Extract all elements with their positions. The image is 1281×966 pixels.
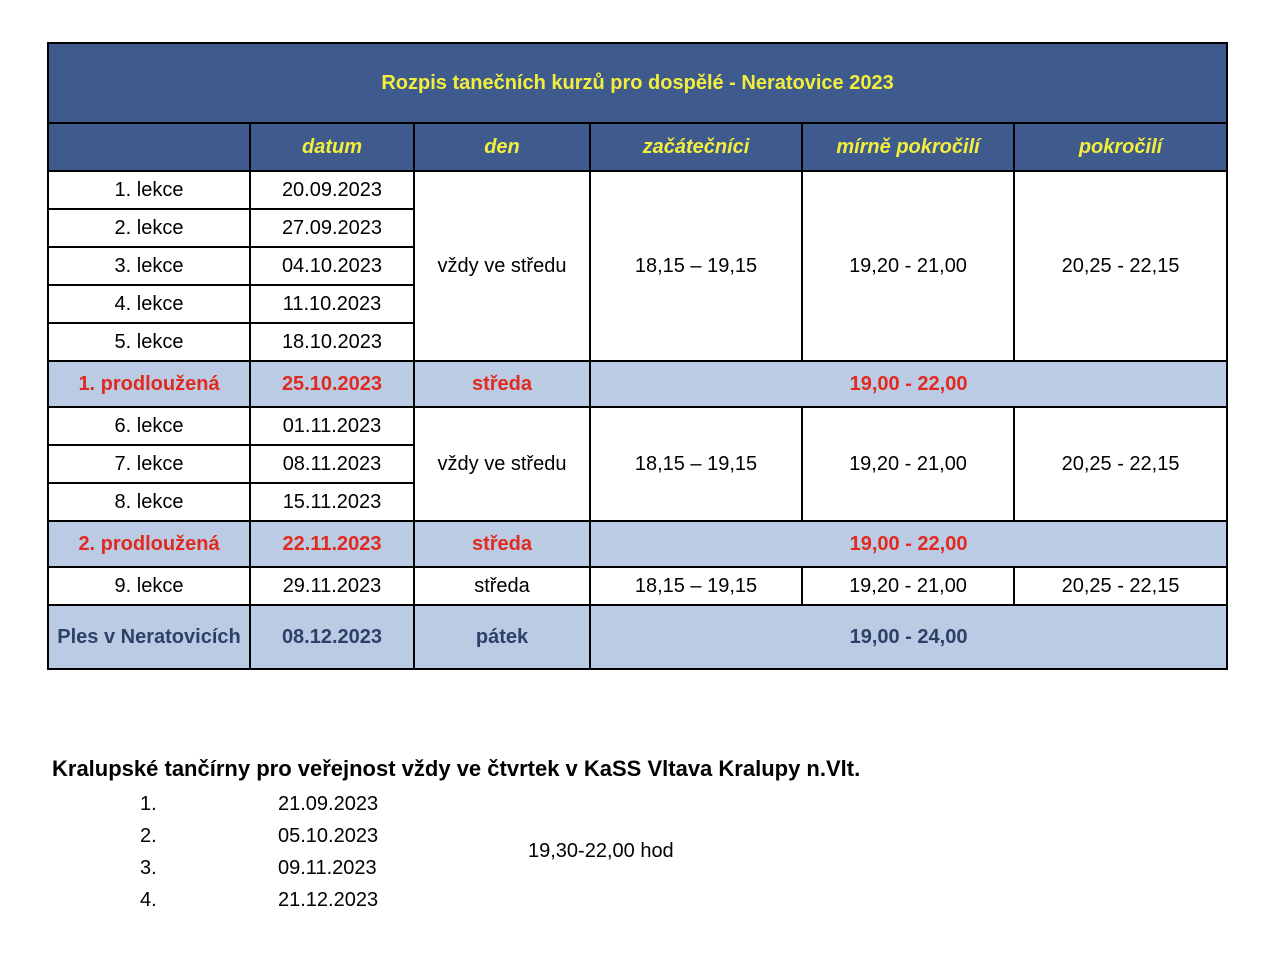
lesson-name: 4. lekce	[48, 285, 250, 323]
header-row	[48, 123, 1227, 171]
lesson-name: 7. lekce	[48, 445, 250, 483]
header-cell-date: datum	[250, 123, 414, 171]
extended-day: středa	[414, 361, 590, 407]
ball-row	[48, 605, 1227, 669]
lesson-day: vždy ve středu	[414, 407, 590, 521]
intermediate-time: 19,20 - 21,00	[802, 567, 1014, 605]
lesson-date: 04.10.2023	[250, 247, 414, 285]
extended-date: 22.11.2023	[250, 521, 414, 567]
extended-row	[48, 361, 1227, 407]
extended-day: středa	[414, 521, 590, 567]
extended-name: 1. prodloužená	[48, 361, 250, 407]
table-row	[48, 171, 1227, 209]
lesson-date: 20.09.2023	[250, 171, 414, 209]
header-cell-intermediate: mírně pokročilí	[802, 123, 1014, 171]
kralupy-date: 09.11.2023	[278, 857, 377, 879]
kralupy-number: 4.	[140, 889, 157, 911]
advanced-time: 20,25 - 22,15	[1014, 171, 1227, 361]
extended-time: 19,00 - 22,00	[590, 361, 1227, 407]
extended-name: 2. prodloužená	[48, 521, 250, 567]
extended-row	[48, 521, 1227, 567]
lesson-date: 18.10.2023	[250, 323, 414, 361]
ball-name: Ples v Neratovicích	[48, 605, 250, 669]
lesson-name: 5. lekce	[48, 323, 250, 361]
kralupy-date: 21.09.2023	[278, 793, 379, 815]
kralupy-date: 05.10.2023	[278, 825, 379, 847]
table-row	[48, 407, 1227, 445]
table-title: Rozpis tanečních kurzů pro dospělé - Neratovice 2023	[48, 43, 1227, 123]
header-cell-day: den	[414, 123, 590, 171]
ball-time: 19,00 - 24,00	[590, 605, 1227, 669]
table-row	[48, 567, 1227, 605]
kralupy-time: 19,30-22,00 hod	[528, 840, 674, 862]
intermediate-time: 19,20 - 21,00	[802, 407, 1014, 521]
lesson-date: 15.11.2023	[250, 483, 414, 521]
lesson-date: 08.11.2023	[250, 445, 414, 483]
kralupy-title: Kralupské tančírny pro veřejnost vždy ve čtvrtek v KaSS Vltava Kralupy n.Vlt.	[52, 756, 861, 781]
lesson-day: středa	[414, 567, 590, 605]
lesson-date: 01.11.2023	[250, 407, 414, 445]
beginners-time: 18,15 – 19,15	[590, 567, 802, 605]
lesson-name: 6. lekce	[48, 407, 250, 445]
lesson-name: 3. lekce	[48, 247, 250, 285]
kralupy-number: 1.	[140, 793, 157, 815]
title-row	[48, 43, 1227, 123]
ball-date: 08.12.2023	[250, 605, 414, 669]
header-cell-lesson	[48, 123, 250, 171]
intermediate-time: 19,20 - 21,00	[802, 171, 1014, 361]
lesson-name: 1. lekce	[48, 171, 250, 209]
lesson-day: vždy ve středu	[414, 171, 590, 361]
ball-day: pátek	[414, 605, 590, 669]
extended-time: 19,00 - 22,00	[590, 521, 1227, 567]
lesson-date: 29.11.2023	[250, 567, 414, 605]
beginners-time: 18,15 – 19,15	[590, 171, 802, 361]
lesson-date: 11.10.2023	[250, 285, 414, 323]
kralupy-number: 3.	[140, 857, 157, 879]
advanced-time: 20,25 - 22,15	[1014, 567, 1227, 605]
lesson-date: 27.09.2023	[250, 209, 414, 247]
extended-date: 25.10.2023	[250, 361, 414, 407]
schedule-table	[47, 42, 1228, 670]
advanced-time: 20,25 - 22,15	[1014, 407, 1227, 521]
header-cell-beginners: začátečníci	[590, 123, 802, 171]
lesson-name: 9. lekce	[48, 567, 250, 605]
header-cell-advanced: pokročilí	[1014, 123, 1227, 171]
beginners-time: 18,15 – 19,15	[590, 407, 802, 521]
kralupy-date: 21.12.2023	[278, 889, 379, 911]
kralupy-number: 2.	[140, 825, 157, 847]
lesson-name: 8. lekce	[48, 483, 250, 521]
lesson-name: 2. lekce	[48, 209, 250, 247]
